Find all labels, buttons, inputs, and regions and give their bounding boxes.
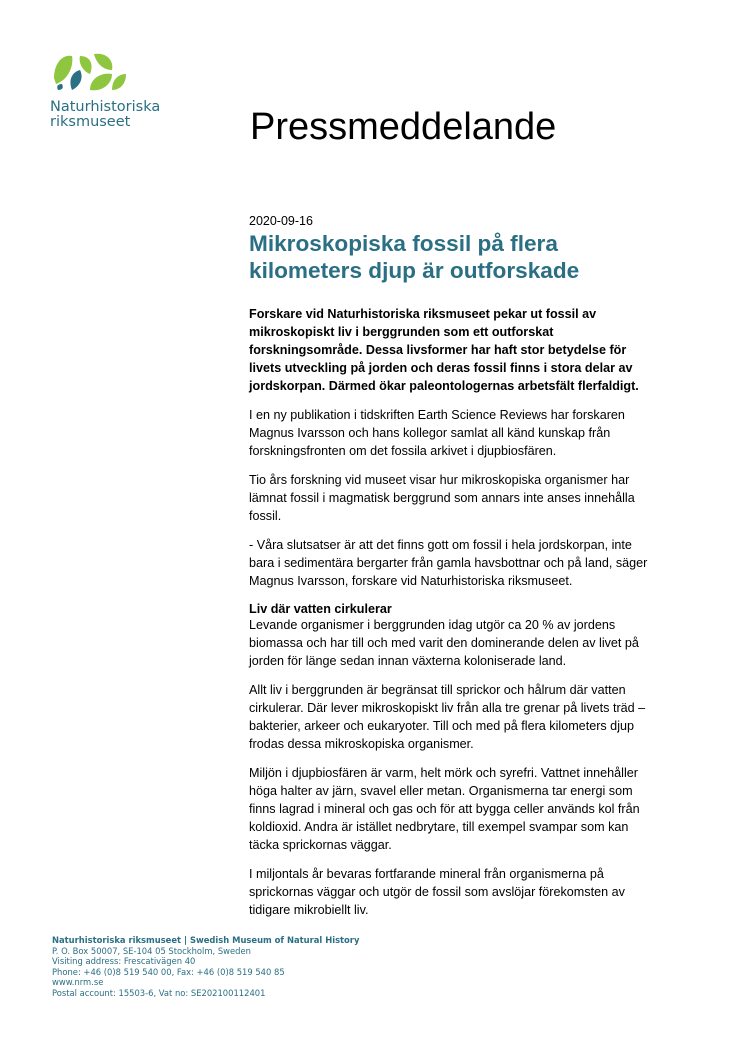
footer-postal-address: P. O. Box 50007, SE-104 05 Stockholm, Sweden: [52, 945, 251, 956]
logo-wordmark: [50, 100, 170, 130]
article-subheading: Liv där vatten cirkulerar: [249, 602, 392, 616]
article-date: 2020-09-16: [249, 214, 313, 228]
article-lead: Forskare vid Naturhistoriska riksmuseet pekar ut fossil av mikroskopiskt liv i berggrunden som ett outforskat forskningsområde. Dessa livsformer har haft stor betydelse för livets utveckling på jorden och deras fossil finns i stora delar av jordskorpan. Därmed ökar paleontologernas arbetsfält flerfaldigt.: [249, 307, 639, 393]
footer-postal-account: Postal account: 15503-6, Vat no: SE202100112401: [52, 987, 266, 998]
logo-name-line2: riksmuseet: [50, 114, 131, 130]
article-paragraph-4: Levande organismer i berggrunden idag utgör ca 20 % av jordens biomassa och har till och med varit den dominerande delen av livet på jorden för länge sedan innan växterna koloniserade land.: [249, 618, 639, 668]
museum-logo: [50, 50, 170, 130]
page-heading: Pressmeddelande: [250, 106, 557, 148]
footer-phone: Phone: +46 (0)8 519 540 00, Fax: +46 (0)8 519 540 85: [52, 966, 285, 977]
logo-name-line1: Naturhistoriska: [50, 99, 161, 115]
article-paragraph-2: Tio års forskning vid museet visar hur mikroskopiska organismer har lämnat fossil i magmatisk berggrund som annars inte anses innehålla fossil.: [249, 473, 635, 523]
article-paragraph-1: I en ny publikation i tidskriften Earth Science Reviews har forskaren Magnus Ivarsson och hans kollegor samlat all känd kunskap från forskningsfronten om det fossila arkivet i djupbiosfären.: [249, 408, 625, 458]
footer-contact: [52, 935, 359, 998]
footer-org: Naturhistoriska riksmuseet | Swedish Museum of Natural History: [52, 935, 360, 945]
article-paragraph-7: I miljontals år bevaras fortfarande mineral från organismerna på sprickornas väggar och utgör de fossil som avslöjar förekomsten av tidigare mikrobiellt liv.: [249, 867, 625, 917]
article-paragraph-5: Allt liv i berggrunden är begränsat till sprickor och hålrum där vatten cirkulerar. Där lever mikroskopiskt liv från alla tre grenar på livets träd – bakterier, arkeer och eukaryoter. Till och med på flera kilometers djup frodas dessa mikroskopiska organismer.: [249, 683, 646, 751]
article-paragraph-3: - Våra slutsatser är att det finns gott om fossil i hela jordskorpan, inte bara i sedimentära bergarter från gamla havsbottnar och på land, säger Magnus Ivarsson, forskare vid Naturhistoriska riksmuseet.: [249, 538, 648, 588]
footer-web[interactable]: www.nrm.se: [52, 977, 104, 987]
article-paragraph-6: Miljön i djupbiosfären är varm, helt mörk och syrefri. Vattnet innehåller höga halter av järn, svavel eller metan. Organismerna tar energi som finns lagrad i mineral och gas och för att bygga celler används kol från koldioxid. Andra är istället nedbrytare, till exempel svampar som kan täcka sprickornas väggar.: [249, 766, 640, 852]
footer-visiting-address: Visiting address: Frescativägen 40: [52, 956, 196, 966]
article: [249, 213, 649, 919]
museum-emblem-icon: [50, 50, 126, 92]
article-title: Mikroskopiska fossil på flera kilometers djup är outforskade: [249, 231, 580, 283]
